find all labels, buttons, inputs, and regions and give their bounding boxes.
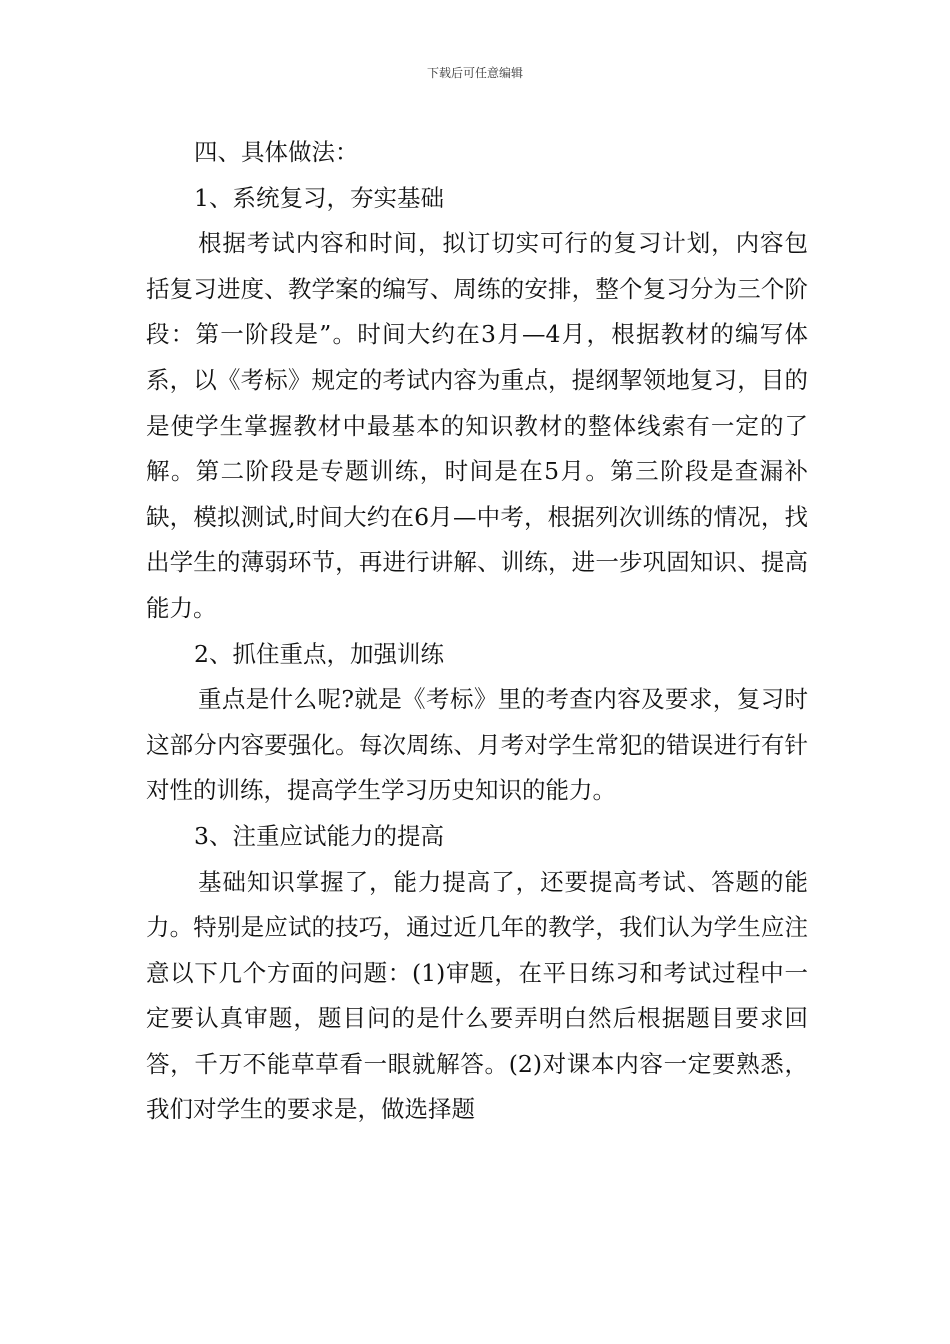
item3-paragraph: 基础知识掌握了，能力提高了，还要提高考试、答题的能力。特别是应试的技巧，通过近几年的教学，我们认为学生应注意以下几个方面的问题：(1)审题，在平日练习和考试过程中一定要认真审题，题目问的是什么要弄明白然后根据题目要求回答，千万不能草草看一眼就解答。(2)对课本内容一定要熟悉，我们对学生的要求是，做选择题 [146, 867, 808, 1124]
page-header: 下载后可任意编辑 [426, 66, 523, 80]
item1-paragraph: 根据考试内容和时间，拟订切实可行的复习计划，内容包括复习进度、教学案的编写、周练的安排，整个复习分为三个阶段：第一阶段是”。时间大约在3月—4月，根据教材的编写体系，以《考标》规定的考试内容为重点，提纲挈领地复习，目的是使学生掌握教材中最基本的知识教材的整体线索有一定的了解。第二阶段是专题训练，时间是在5月。第三阶段是查漏补缺，模拟测试,时间大约在6月—中考，根据列次训练的情况，找出学生的薄弱环节，再进行讲解、训练，进一步巩固知识、提高能力。 [146, 229, 808, 622]
item2-title: 2、抓住重点，加强训练 [194, 639, 444, 668]
item1-title: 1、系统复习，夯实基础 [194, 183, 444, 212]
item3-title: 3、注重应试能力的提高 [194, 821, 444, 850]
section-title: 四、具体做法： [194, 138, 359, 166]
item2-paragraph: 重点是什么呢?就是《考标》里的考查内容及要求，复习时这部分内容要强化。每次周练、月考对学生常犯的错误进行有针对性的训练，提高学生学习历史知识的能力。 [146, 685, 808, 805]
document-body [146, 130, 808, 1133]
